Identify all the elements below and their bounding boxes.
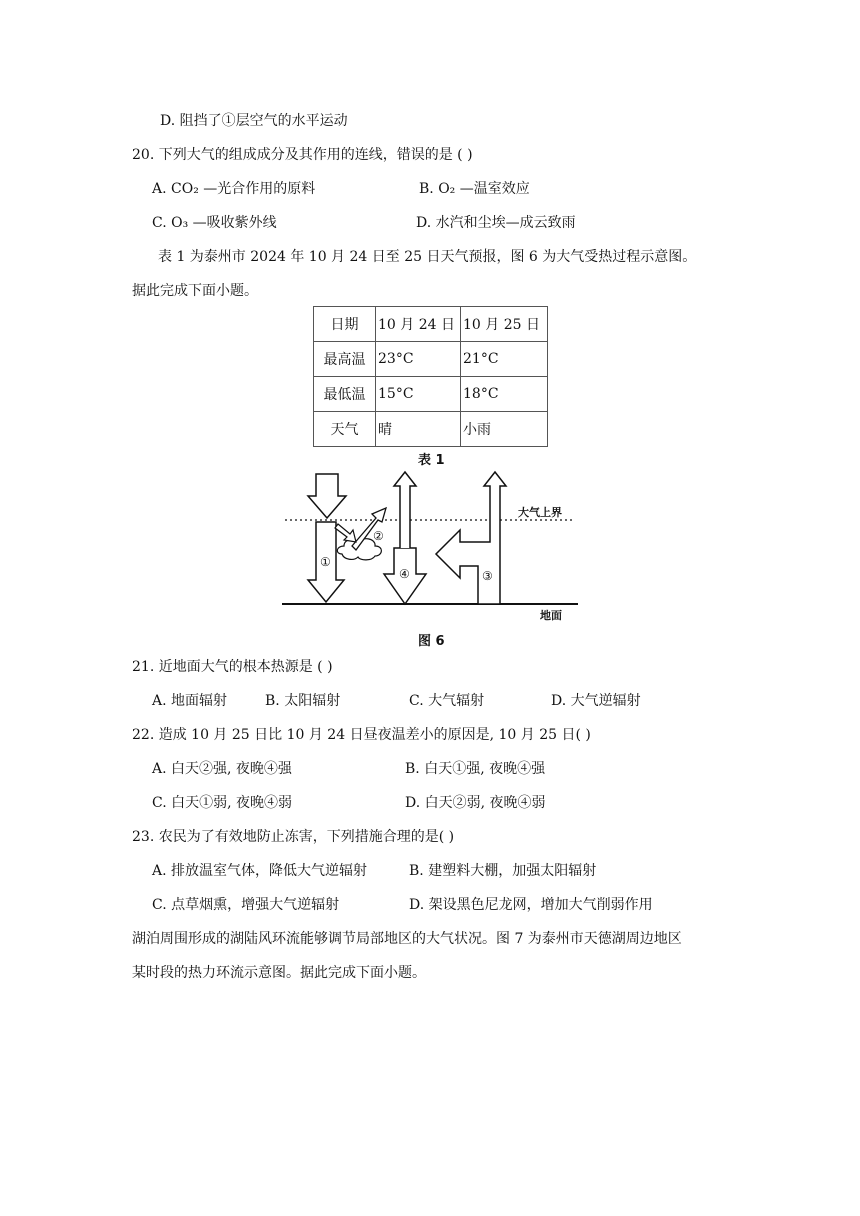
atmospheric-heating-diagram xyxy=(280,468,580,628)
table-cell: 小雨 xyxy=(461,412,548,447)
q21-option-a: A. 地面辐射 xyxy=(152,693,228,709)
q21-option-d: D. 大气逆辐射 xyxy=(551,693,641,709)
weather-forecast-table xyxy=(313,306,548,447)
q21-option-c: C. 大气辐射 xyxy=(409,693,485,709)
escaping-radiation-arrow xyxy=(394,472,416,548)
marker-4: ④ xyxy=(399,567,410,581)
table-row xyxy=(314,307,548,342)
marker-2: ② xyxy=(373,529,384,543)
q20-option-c: C. O₃ —吸收紫外线 xyxy=(152,215,277,231)
table-row xyxy=(314,412,548,447)
table-cell: 10 月 25 日 xyxy=(461,307,548,342)
intro-paragraph-2a: 湖泊周围形成的湖陆风环流能够调节局部地区的大气状况。图 7 为泰州市天德湖周边地区 xyxy=(132,931,682,947)
q23-option-b: B. 建塑料大棚，加强太阳辐射 xyxy=(409,863,597,879)
q23-option-a: A. 排放温室气体，降低大气逆辐射 xyxy=(152,863,368,879)
q23-stem: 23. 农民为了有效地防止冻害，下列措施合理的是( ) xyxy=(132,829,455,845)
q20-option-d: D. 水汽和尘埃—成云致雨 xyxy=(416,215,576,231)
q20-stem: 20. 下列大气的组成成分及其作用的连线，错误的是 ( ) xyxy=(132,147,473,163)
q23-option-d: D. 架设黑色尼龙网，增加大气削弱作用 xyxy=(409,897,653,913)
table-cell: 23°C xyxy=(376,342,461,377)
q22-stem: 22. 造成 10 月 25 日比 10 月 24 日昼夜温差小的原因是, 10 月 25 日( ) xyxy=(132,727,591,743)
q20-option-a: A. CO₂ —光合作用的原料 xyxy=(152,181,316,197)
ground-radiation-arrow-3 xyxy=(436,472,506,604)
q21-stem: 21. 近地面大气的根本热源是 ( ) xyxy=(132,659,333,675)
q22-option-b: B. 白天①强, 夜晚④强 xyxy=(405,761,546,777)
q22-option-c: C. 白天①弱, 夜晚④弱 xyxy=(152,795,293,811)
q21-option-b: B. 太阳辐射 xyxy=(265,693,341,709)
atmosphere-top-label: 大气上界 xyxy=(518,506,562,519)
table-cell: 15°C xyxy=(376,377,461,412)
table-1-caption: 表 1 xyxy=(418,453,445,468)
q23-option-c: C. 点草烟熏，增强大气逆辐射 xyxy=(152,897,340,913)
table-cell: 天气 xyxy=(314,412,376,447)
table-cell: 日期 xyxy=(314,307,376,342)
ground-label: 地面 xyxy=(540,609,562,622)
q22-option-a: A. 白天②强, 夜晚④强 xyxy=(152,761,292,777)
table-cell: 10 月 24 日 xyxy=(376,307,461,342)
table-cell: 最高温 xyxy=(314,342,376,377)
marker-1: ① xyxy=(320,555,331,569)
q22-option-d: D. 白天②弱, 夜晚④弱 xyxy=(405,795,546,811)
intro-paragraph-1b: 据此完成下面小题。 xyxy=(132,283,258,299)
table-row xyxy=(314,342,548,377)
table-cell: 晴 xyxy=(376,412,461,447)
figure-6-caption: 图 6 xyxy=(418,634,445,649)
table-cell: 18°C xyxy=(461,377,548,412)
scatter-arrow xyxy=(335,524,356,542)
intro-paragraph-1a: 表 1 为泰州市 2024 年 10 月 24 日至 25 日天气预报，图 6 为大气受热过程示意图。 xyxy=(158,249,697,265)
table-cell: 最低温 xyxy=(314,377,376,412)
marker-3: ③ xyxy=(482,569,493,583)
q19-option-d: D. 阻挡了①层空气的水平运动 xyxy=(160,113,348,129)
intro-paragraph-2b: 某时段的热力环流示意图。据此完成下面小题。 xyxy=(132,965,426,981)
incoming-solar-arrow-top xyxy=(308,474,346,518)
table-row xyxy=(314,377,548,412)
table-cell: 21°C xyxy=(461,342,548,377)
q20-option-b: B. O₂ —温室效应 xyxy=(419,181,530,197)
